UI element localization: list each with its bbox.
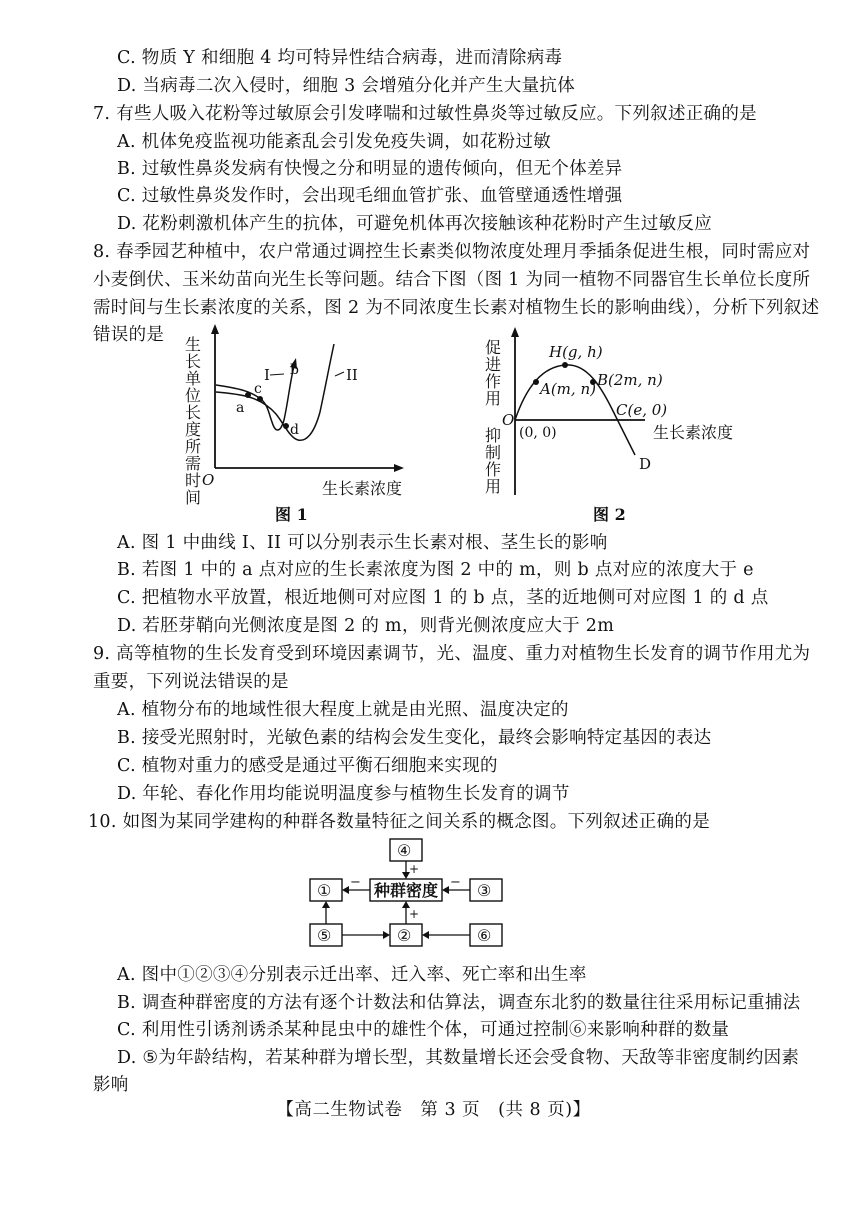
fig1-label-curve1: I [264, 366, 270, 384]
q10-option-d-line1: D. ⑤为年龄结构，若某种群为增长型，其数量增长还会受食物、天敌等非密度制约因素 [117, 1048, 800, 1068]
q9-option-c: C. 植物对重力的感受是通过平衡石细胞来实现的 [117, 756, 498, 776]
q8-option-a: A. 图 1 中曲线 I、II 可以分别表示生长素对根、茎生长的影响 [117, 533, 608, 553]
fig2-point-h [562, 362, 568, 368]
q8-option-d: D. 若胚芽鞘向光侧浓度是图 2 的 m，则背光侧浓度应大于 2m [117, 616, 615, 636]
q6-option-d: D. 当病毒二次入侵时，细胞 3 会增殖分化并产生大量抗体 [117, 76, 575, 96]
q10-option-b: B. 调查种群密度的方法有逐个计数法和估算法，调查东北豹的数量往往采用标记重捕法 [117, 993, 801, 1013]
fig2-label-b: B(2m, n) [597, 371, 663, 389]
q9-option-a: A. 植物分布的地域性很大程度上就是由光照、温度决定的 [117, 700, 569, 720]
node-6: ⑥ [477, 926, 492, 945]
fig1-ylabel: 生长单位长度所需时间 [182, 336, 202, 506]
node-3: ③ [477, 881, 492, 900]
minus-3: − [450, 875, 461, 890]
fig2-label-d: D [639, 455, 652, 473]
node-2: ② [397, 926, 412, 945]
fig2-origin-coord: (0, 0) [519, 425, 557, 441]
q10-concept-diagram [300, 836, 510, 951]
fig1-origin: O [202, 471, 215, 489]
q8-stem-line3: 需时间与生长素浓度的关系，图 2 为不同浓度生长素对植物生长的影响曲线），分析下列叙述 [93, 298, 820, 318]
fig1-xlabel: 生长素浓度 [322, 479, 403, 498]
fig2-y-arrow [511, 327, 519, 337]
figure-1 [180, 322, 420, 527]
q7-option-d: D. 花粉刺激机体产生的抗体，可避免机体再次接触该种花粉时产生过敏反应 [117, 214, 713, 234]
fig2-caption: 图 2 [593, 505, 626, 524]
q7-stem: 7. 有些人吸入花粉等过敏原会引发哮喘和过敏性鼻炎等过敏反应。下列叙述正确的是 [93, 104, 757, 124]
q6-option-c: C. 物质 Y 和细胞 4 均可特异性结合病毒，进而清除病毒 [117, 48, 563, 68]
fig1-label-d: d [290, 422, 299, 438]
fig1-curve-2 [216, 344, 334, 440]
node-5: ⑤ [317, 926, 332, 945]
q9-option-b: B. 接受光照射时，光敏色素的结构会发生变化，最终会影响特定基因的表达 [117, 728, 712, 748]
fig1-y-arrow [211, 324, 219, 334]
fig2-ylabel-bottom: 抑制作用 [482, 427, 502, 495]
fig1-label-curve2: II [346, 366, 358, 384]
q8-stem-line2: 小麦倒伏、玉米幼苗向光生长等问题。结合下图（图 1 为同一植物不同器官生长单位长度所 [93, 270, 811, 290]
q8-stem-line4: 错误的是 [93, 325, 165, 345]
q9-stem-line2: 重要，下列说法错误的是 [93, 672, 289, 692]
fig2-label-h: H(g, h) [549, 343, 603, 361]
fig2-point-a [533, 379, 539, 385]
q10-option-d-line2: 影响 [93, 1075, 129, 1095]
q10-option-c: C. 利用性引诱剂诱杀某种昆虫中的雄性个体，可通过控制⑥来影响种群的数量 [117, 1020, 730, 1040]
fig1-x-arrow [394, 464, 404, 472]
fig1-label-c: c [254, 381, 262, 397]
fig1-caption: 图 1 [275, 505, 308, 524]
fig2-xlabel: 生长素浓度 [653, 423, 734, 442]
fig2-label-a: A(m, n) [540, 380, 596, 398]
fig1-point-a [245, 392, 251, 398]
fig1-curve-1 [216, 366, 294, 430]
q10-option-a: A. 图中①②③④分别表示迁出率、迁入率、死亡率和出生率 [117, 965, 587, 985]
q7-option-b: B. 过敏性鼻炎发病有快慢之分和明显的遗传倾向，但无个体差异 [117, 159, 623, 179]
minus-1: − [350, 875, 361, 890]
plus-4: + [409, 862, 420, 876]
q8-stem-line1: 8. 春季园艺种植中，农户常通过调控生长素类似物浓度处理月季插条促进生根，同时需应对 [93, 242, 811, 262]
q7-option-a: A. 机体免疫监视功能紊乱会引发免疫失调，如花粉过敏 [117, 132, 552, 152]
fig1-label-a: a [236, 400, 245, 416]
page-footer: 【高二生物试卷 第 3 页 (共 8 页)】 [276, 1100, 591, 1120]
plus-2: + [409, 907, 420, 921]
q9-option-d: D. 年轮、春化作用均能说明温度参与植物生长发育的调节 [117, 784, 570, 804]
fig2-label-c: C(e, 0) [616, 401, 668, 419]
q8-option-b: B. 若图 1 中的 a 点对应的生长素浓度为图 2 中的 m，则 b 点对应的浓度大于 e [117, 560, 754, 580]
node-4: ④ [397, 841, 412, 860]
q7-option-c: C. 过敏性鼻炎发作时，会出现毛细血管扩张、血管壁通透性增强 [117, 186, 623, 206]
figure-2 [482, 325, 755, 530]
q10-stem: 10. 如图为某同学建构的种群各数量特征之间关系的概念图。下列叙述正确的是 [88, 812, 710, 832]
q9-stem-line1: 9. 高等植物的生长发育受到环境因素调节，光、温度、重力对植物生长发育的调节作用尤为 [93, 644, 811, 664]
fig2-ylabel-top: 促进作用 [482, 339, 502, 407]
node-1: ① [317, 881, 332, 900]
q8-option-c: C. 把植物水平放置，根近地侧可对应图 1 的 b 点，茎的近地侧可对应图 1 的 d 点 [117, 588, 769, 608]
fig1-point-d [283, 423, 289, 429]
fig1-label-b: b [290, 362, 299, 378]
fig2-origin: O [502, 411, 515, 429]
node-center: 种群密度 [374, 881, 439, 900]
